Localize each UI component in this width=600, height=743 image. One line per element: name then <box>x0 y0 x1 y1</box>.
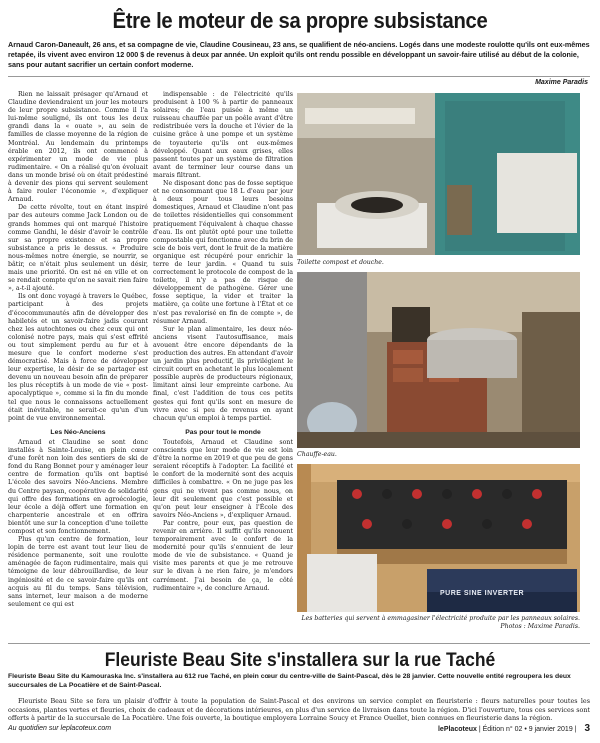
page-number: 3 <box>584 723 590 734</box>
divider <box>8 76 590 77</box>
paragraph: Plus qu'un centre de formation, leur lopin de terre est avant tout leur lieu de résidence permanente, soit une roulotte aménagée de façon rudimentaire, mais qui témoigne de leur débrouillardise, de leur ingéniosité et de ce savoir-faire qu'ils ont acquis au fil du temps. Sans télévision, sans internet, leur maison a de moderne seulement ce qui est <box>8 536 148 608</box>
photo-caption: Les batteries qui servent à emmagasiner l'électricité produite par les panneaux solaires. Photos : Maxime Paradis. <box>301 615 580 630</box>
paragraph: Arnaud et Claudine se sont donc installés à Sainte-Louise, en plein cœur d'une forêt non loin des sentiers de ski de fond du Rang Bonnet pour y aménager leur centre de formation qu'ils ont baptisé L'école des savoirs Néo-Anciens. Membre du Centre paysan, coopérative de solidarité qui offre des formations en agroécologie, leur école a déjà offert une formation en charpenterie ancestrale et en offrira bientôt une sur la conception d'une toilette compost et son fonctionnement. <box>8 438 148 535</box>
paragraph: indispensable : de l'électricité qu'ils produisent à 100 % à partir de panneaux solaires; de l'eau puisée à même un ruisseau chauffée par un poêle avant d'être redistribuée vers la douche et l'évier de la cuisine grâce à une pompe et un système de toyauterie qu'ils ont eux-mêmes développé. Quant aux eaux grises, elles passent toutes par un système de filtration avant de terminer leur course dans un marais filtrant. <box>153 91 293 179</box>
footer-edition: | Édition n° 02 • 9 janvier 2019 | <box>478 726 577 733</box>
photo-toilet-shower <box>297 93 580 255</box>
paragraph: Ne disposant donc pas de fosse septique et ne consommant que 18 L d'eau par jour à deux pour tous leurs besoins domestiques, Arnaud et Claudine n'ont pas de toilettes résidentielles qui consomment pratiquement l'équivalent à chaque chasse d'eau. Ils ont plutôt opté pour une toilette compostable qui fonctionne avec du brin de scie de bois vert, dont le fruit de la matière organique est récupéré pour enrichir la terre de leur jardin. « Quand tu suis correctement le protocole de compost de la toilette, il n'y a pas de risque de développement de pathogène. Gérer une fosse septique, la vider et traiter la matière, ça coûte une fortune à l'État et ce n'est pas revalorisé en fin de compte », de résumer Arnaud. <box>153 180 293 325</box>
article-lead: Fleuriste Beau Site du Kamouraska Inc. s'installera au 612 rue Taché, en plein cœur du centre-ville de Saint-Pascal, dès le 28 janvier. Cette nouvelle entité regroupera les deux succursales de La Pocatière et de Saint-Pascal. <box>8 673 571 689</box>
photo-batteries-image <box>297 464 580 612</box>
article-body: Fleuriste Beau Site se fera un plaisir d'offrir à toute la population de Saint-Pascal et des environs un service complet en fleuristerie : fleurs naturelles pour toutes les occasions, plantes vertes et fleuries, choix de cadeaux et de décorations intérieures, en plus d'un service de livraison dans toute la région. D'ici l'ouverture, tous ces services sont offerts à partir de la succursale de La Pocatière. Une fois ouverte, la boutique employera Lorraine Soucy et France Ouellet, bien connues en fleuristerie dans la région. <box>8 697 590 723</box>
subheading: Pas pour tout le monde <box>185 428 261 436</box>
inverter-label: PURE SINE INVERTER <box>440 590 525 597</box>
footer-brand: lePlacoteux <box>437 726 477 733</box>
paragraph: Toutefois, Arnaud et Claudine sont conscients que leur mode de vie est loin d'être la norme en 2019 et que peu de gens seraient réceptifs à l'adopter. La facilité et le confort de la modernité sont des acquis difficiles à combattre. « On ne juge pas les gens qui ne vivent pas comme nous, on leur dit seulement que c'est possible et qu'on peut leur enseigner à l'École des savoirs Néo-Anciens », d'expliquer Arnaud. <box>153 438 293 519</box>
photo-water-heater-image <box>297 272 580 448</box>
subheading: Les Néo-Anciens <box>50 428 106 436</box>
photo-water-heater <box>297 272 580 448</box>
divider <box>8 643 590 644</box>
article-column-1 <box>8 91 148 637</box>
article-headline: Fleuriste Beau Site s'installera sur la rue Taché <box>104 650 496 671</box>
article-lead: Arnaud Caron-Daneault, 26 ans, et sa compagne de vie, Claudine Cousineau, 23 ans, se qualifient de néo-anciens. Logés dans une modeste roulotte qu'ils ont eux-mêmes retapée, ils vivent avec environ 12 000 $ de revenus à deux par année. Un exploit qu'ils ont rendu possible en développant un savoir-faire utilisé au début de la colonie, sans pour autant sacrifier un certain confort moderne. <box>8 40 590 69</box>
footer-website: Au quotidien sur leplacoteux.com <box>8 725 112 732</box>
footer-info <box>438 723 590 734</box>
photo-caption: Toilette compost et douche. <box>297 259 384 266</box>
article-headline: Être le moteur de sa propre subsistance <box>112 8 488 33</box>
photo-caption: Chauffe-eau. <box>297 451 337 458</box>
paragraph: De cette révolte, tout en étant inspiré par des auteurs comme Jack London ou de grands hommes qui ont marqué l'histoire comme Gandhi, le désir d'avoir le contrôle sur sa propre existence et sa propre subsistance a pris le dessus. « Produire nous-mêmes notre énergie, se nourrir, se bâtir, ce n'était plus seulement un désir, mais une priorité. On est né en ville et on se rendait compte qu'on ne savait rien faire », a-t-il ajouté. <box>8 204 148 293</box>
photo-batteries <box>297 464 580 612</box>
photo-toilet-shower-image <box>297 93 580 255</box>
article-column-2 <box>153 91 293 637</box>
paragraph: Ils ont donc voyagé à travers le Québec, participant à des projets d'écocommunautés afin de développer des habiletés et un savoir-faire jadis courant chez les autochtones ou chez ceux qui ont colonisé notre pays, mais qui s'est effrité ou tout simplement perdu au fur et à mesure que le confort moderne s'est démocratisé. Mais à force de développer leur expertise, le désir de se partager est devenu un nouveau besoin afin de préparer les plus réceptifs à un mode de vie « post-apocalyptique », comme si la fin du monde tel que nous le connaissons actuellement était inévitable, ne serait-ce qu'un d'un point de vue environnemental. <box>8 293 148 422</box>
paragraph: Sur le plan alimentaire, les deux néo-anciens visent l'autosuffisance, mais avouent être encore dépendants de la production des autres. En attendant d'avoir un jardin plus productif, ils privilégient le circuit court en achetant le plus localement possible auprès de producteurs régionaux, limitant ainsi leur empreinte carbone. Au final, c'est l'addition de tous ces petits gestes qui font qu'ils sont en mesure de vivre avec si peu de revenus en ayant chacun qu'un emploi à temps partiel. <box>153 325 293 422</box>
paragraph: Par contre, pour eux, pas question de revenir en arrière. Il suffit qu'ils renouent temporairement avec le confort de la modernité pour qu'ils s'ennuient de leur mode de vie de subsistance. « Quand je visite mes parents et que je me retrouve sur le divan à ne rien faire, je m'endors carrément. J'ai besoin de ça, le côté rudimentaire », de conclure Arnaud. <box>153 519 293 592</box>
paragraph: Rien ne laissait présager qu'Arnaud et Claudine deviendraient un jour les moteurs de leur propre subsistance. Comme il l'a lui-même souligné, ils ont tous les deux grandi dans la « ouate », au sein de familles de classe moyenne de la région de Montréal. Au lendemain du printemps érable en 2012, ils ont commencé à expérimenter un mode de vie plus rudimentaire. « On a réalisé qu'on évoluait dans un monde brisé où on était prédestiné à devenir des pions qui servent seulement à faire rouler l'économie », d'expliquer Arnaud. <box>8 91 148 204</box>
byline: Maxime Paradis <box>535 79 588 86</box>
